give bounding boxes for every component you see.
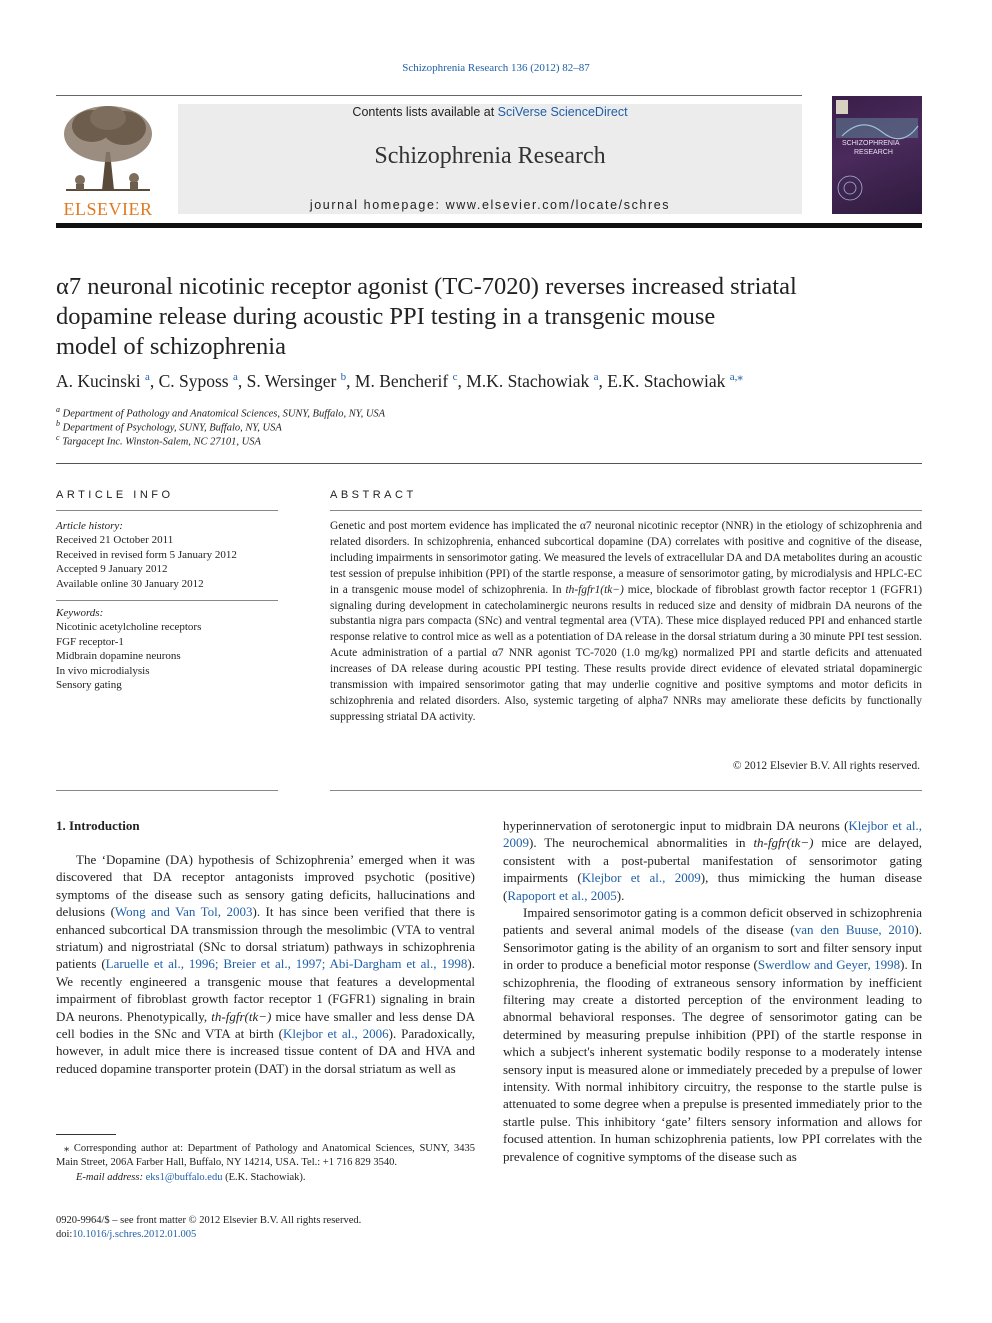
author-affiliation-mark[interactable]: a,⁎: [729, 371, 743, 383]
abstract-copyright: © 2012 Elsevier B.V. All rights reserved.: [732, 760, 920, 772]
keyword: Sensory gating: [56, 679, 122, 692]
corresponding-author-footnote: ⁎ Corresponding author at: Department of Pathology and Anatomical Sciences, SUNY, 3435 Main Street, 206A Farber Hall, Buffalo, NY 14214, USA. Tel.: +1 716 829 3540. E-mail address: eks1@buffalo.edu (E.K. Stachowiak).: [56, 1143, 475, 1183]
journal-name: Schizophrenia Research: [374, 143, 606, 169]
author-list: A. Kucinski $^a$, C. Syposs $^a$, S. Wersinger $^b$, M. Bencherif $^c$, M.K. Stachowiak $^a$, E.K. Stachowiak $^{a,⁎}$: [56, 370, 743, 391]
header-bottom-bar: [56, 223, 922, 228]
article-info-divider: [56, 510, 278, 511]
intro-paragraph-1: The ‘Dopamine (DA) hypothesis of Schizophrenia’ emerged when it was discovered that DA receptor antagonists improved psychotic (positive) symptoms of the disease such as sensory gating deficits, hallucinations and delusions (Wong and Van Tol, 2003). It has since been verified that there is enhanced subcortical DA transmission through the mesolimbic (VTA to ventral striatum) and nigrostriatal (SNc to dorsal striatum) pathways in schizophrenia patients (Laruelle et al., 1996; Breier et al., 1997; Abi-Dargham et al., 1998). We recently engineered a transgenic mouse that features a developmental impairment of fibroblast growth factor receptor 1 (FGFR1) signaling in brain DA neurons. Phenotypically, th-fgfr(tk−) mice have smaller and less dense DA cell bodies in the SNc and VTA at birth (Klejbor et al., 2006). Paradoxically, however, in adult mice there is increased tissue content of DA and HVA and reduced dopamine transporter protein (DAT) in the dorsal striatum as well as: [56, 852, 476, 1076]
author[interactable]: M. Bencherif: [354, 370, 449, 391]
affiliation: $^b$ Department of Psychology, SUNY, Buffalo, NY, USA: [56, 419, 282, 434]
intro-paragraph-2: Impaired sensorimotor gating is a common deficit observed in schizophrenia patients and several animal models of the disease (van den Buuse, 2010). Sensorimotor gating is the ability of an organism to sort and filter sensory input in order to produce a beneficial motor response (Swerdlow and Geyer, 1998). In schizophrenia, the flooding of extraneous sensory information by inefficient filtering may create a distorted perception of the environment leading to abnormal behavioral responses. The degree of sensorimotor gating can be determined by measuring prepulse inhibition (PPI) of the startle response in which a subject's inherent systematic bodily response to a moderately intense sensory input is measured alone or immediately preceded by a prepulse of lower intensity. With normal inhibitory circuitry, the response to the startle pulse is attenuated to some degree when a prepulse is presented immediately prior to the startle pulse. This inhibitory ‘gate’ filters sensory information and allows for focused attention. In human schizophrenia patients, low PPI correlates with the prevalence of cognitive symptoms of the disease such as: [503, 905, 922, 1164]
abstract-text: Genetic and post mortem evidence has implicated the α7 neuronal nicotinic receptor (NNR) in the etiology of schizophrenia and related disorders. In schizophrenia, enhanced subcortical dopamine (DA) correlates with positive and cognitive of the disease, including impairments in sensorimotor gating. We measured the levels of extracellular DA and DA metabolites during an acoustic test session of prepulse inhibition (PPI) of the startle response, a measure of sensorimotor gating, by microdialysis and HPLC-EC in a transgenic mouse model of schizophrenia. In th-fgfr1(tk−) mice, blockade of fibroblast growth factor receptor 1 (FGFR1) signaling during development in catecholaminergic neurons results in reduced size and density of midbrain DA neurons of the substantia nigra pars compacta (SNc) and ventral tegmental area (VTA). These mice displayed reduced PPI and enhanced startle response relative to control mice as well as a potentiation of DA release in the dorsal striatum during a 30 minute PPI test session. Acute administration of a partial α7 NNR agonist TC-7020 (1.0 mg/kg) normalized PPI and startle deficits and attenuated increases of DA release during acoustic PPI testing. These results provide direct evidence of elevated striatal dopaminergic transmission with impaired sensorimotor gating that may underlie cognitive and positive symptoms and motor deficits in schizophrenia and related disorders. Also, systemic targeting of alpha7 NNRs may ameliorate these deficits by functionally suppressing striatal DA activity.: [330, 520, 923, 723]
article-history: Article history: Received 21 October 2011 Received in revised form 5 January 2012 Accepted 9 January 2012 Available online 30 January 2012: [56, 520, 237, 590]
author[interactable]: C. Syposs: [158, 370, 229, 391]
elsevier-wordmark: ELSEVIER: [63, 199, 153, 219]
email-link[interactable]: eks1@buffalo.edu: [145, 1172, 223, 1183]
citation-link[interactable]: Wong and Van Tol, 2003: [114, 904, 253, 920]
keyword: Midbrain dopamine neurons: [56, 650, 181, 663]
abstract-divider: [330, 510, 922, 511]
citation-link[interactable]: Swerdlow and Geyer, 1998: [757, 957, 901, 973]
abstract-bottom-rule: [330, 790, 922, 791]
citation-link[interactable]: Laruelle et al., 1996; Breier et al., 1997; Abi-Dargham et al., 1998: [105, 956, 468, 972]
intro-paragraph-1-continued: hyperinnervation of serotonergic input to midbrain DA neurons (Klejbor et al., 2009). The neurochemical abnormalities in th-fgfr(tk−) mice are delayed, consistent with a post-pubertal manifestation of sensorimotor gating impairments (Klejbor et al., 2009), thus mimicking the human disease (Rapoport et al., 2005).: [503, 818, 922, 903]
author-affiliation-mark[interactable]: b: [340, 371, 347, 383]
introduction-heading: 1. Introduction: [56, 818, 140, 833]
cover-title-line1: SCHIZOPHRENIA: [842, 140, 900, 147]
issn-doi-block: 0920-9964/$ – see front matter © 2012 Elsevier B.V. All rights reserved. doi:10.1016/j.schres.2012.01.005: [56, 1215, 362, 1240]
journal-reference-link[interactable]: Schizophrenia Research 136 (2012) 82–87: [402, 62, 590, 74]
article-title: α7 neuronal nicotinic receptor agonist (TC-7020) reverses increased striatal dopamine release during acoustic PPI testing in a transgenic mouse model of schizophrenia: [56, 273, 797, 360]
citation-link[interactable]: Rapoport et al., 2005: [507, 887, 617, 903]
sciencedirect-link[interactable]: SciVerse ScienceDirect: [497, 105, 628, 119]
author-affiliation-mark[interactable]: a: [233, 371, 238, 383]
citation-link[interactable]: Klejbor et al., 2006: [282, 1026, 389, 1042]
citation-link[interactable]: Klejbor et al., 2009: [581, 870, 701, 886]
citation-link[interactable]: van den Buuse, 2010: [794, 922, 915, 938]
keyword: Nicotinic acetylcholine receptors: [56, 621, 202, 634]
author-affiliation-mark[interactable]: a: [593, 371, 599, 383]
author-affiliation-mark[interactable]: a: [144, 371, 150, 383]
author[interactable]: A. Kucinski: [56, 370, 141, 391]
doi-link[interactable]: 10.1016/j.schres.2012.01.005: [72, 1229, 197, 1240]
journal-homepage[interactable]: journal homepage: www.elsevier.com/locate/schres: [309, 198, 671, 212]
citation-link[interactable]: Klejbor et al., 2009: [503, 818, 922, 851]
journal-cover-thumbnail: [832, 96, 922, 214]
article-info-bottom-rule: [56, 790, 278, 791]
abstract-heading: ABSTRACT: [330, 489, 417, 501]
cover-title-line2: RESEARCH: [854, 149, 893, 156]
elsevier-logo: [56, 100, 160, 219]
keywords-list: Keywords: Nicotinic acetylcholine receptors FGF receptor-1 Midbrain dopamine neurons In vivo microdialysis Sensory gating: [56, 606, 280, 692]
article-info-heading: ARTICLE INFO: [56, 489, 174, 501]
author[interactable]: E.K. Stachowiak: [607, 370, 726, 391]
header-top-rule: [56, 95, 802, 96]
author[interactable]: M.K. Stachowiak: [466, 370, 590, 391]
affiliation: $^a$ Department of Pathology and Anatomical Sciences, SUNY, Buffalo, NY, USA: [56, 405, 386, 420]
keyword: FGF receptor-1: [56, 635, 124, 648]
footnote-rule: [56, 1134, 116, 1135]
keywords-divider: [56, 600, 278, 601]
elsevier-tree-icon: [56, 100, 160, 196]
author[interactable]: S. Wersinger: [246, 370, 337, 391]
keyword: In vivo microdialysis: [56, 664, 150, 677]
affiliation-divider: [56, 463, 922, 464]
contents-availability: Contents lists available at SciVerse ScienceDirect: [352, 105, 628, 119]
author-affiliation-mark[interactable]: c: [452, 371, 458, 383]
affiliation: $^c$ Targacept Inc. Winston-Salem, NC 27101, USA: [56, 433, 261, 448]
